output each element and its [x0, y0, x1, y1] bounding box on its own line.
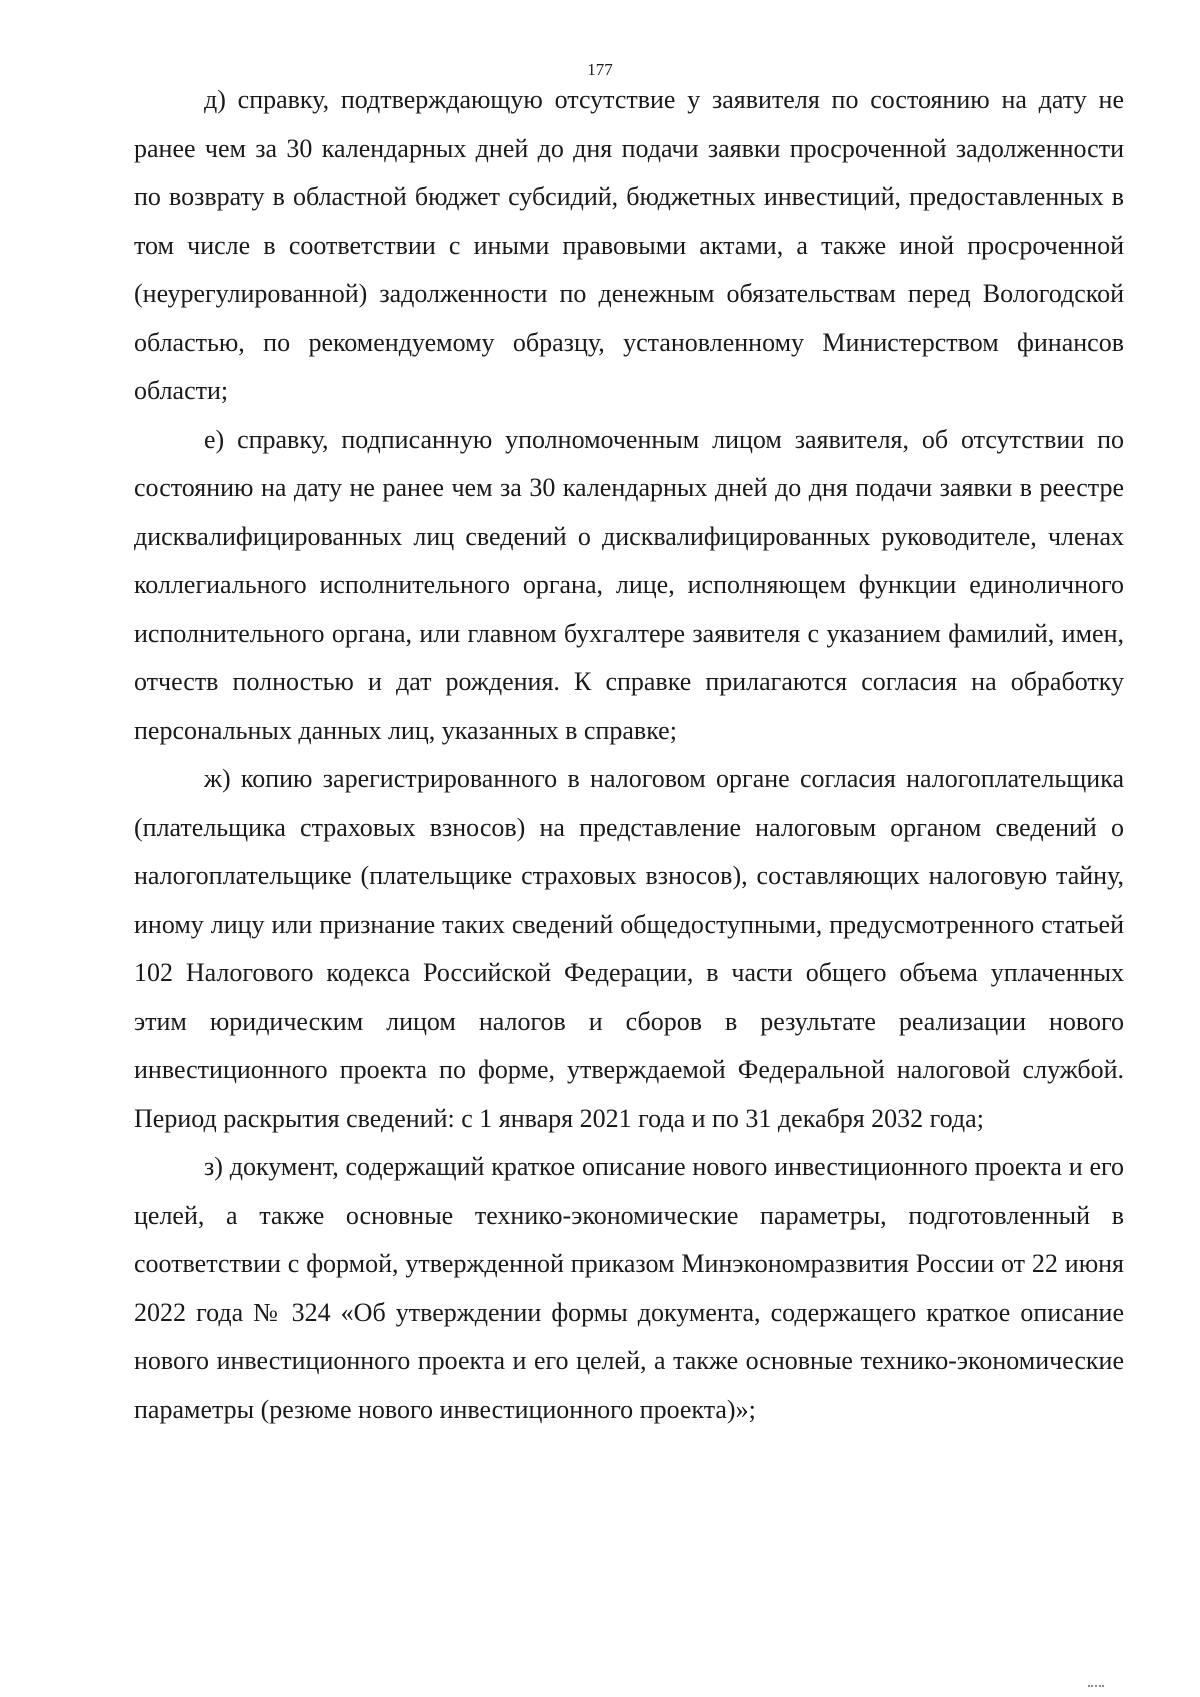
- scan-artifact-mark: [1088, 1685, 1104, 1693]
- page-number: 177: [587, 60, 613, 79]
- paragraph-zh: ж) копию зарегистрированного в налоговом органе согласия налогоплательщика (плательщика страховых взносов) на представление налоговым органом сведений о налогоплательщике (плательщике страховых взносов), составляющих налоговую тайну, иному лицу или признание таких сведений общедоступными, предусмотренного статьей 102 Налогового кодекса Российской Федерации, в части общего объема уплаченных этим юридическим лицом налогов и сборов в результате реализации нового инвестиционного проекта по форме, утверждаемой Федеральной налоговой службой. Период раскрытия сведений: с 1 января 2021 года и по 31 декабря 2032 года;: [134, 764, 1124, 1133]
- document-body: [134, 76, 1124, 1434]
- paragraph-z: з) документ, содержащий краткое описание нового инвестиционного проекта и его целей, а также основные технико-экономические параметры, подготовленный в соответствии с формой, утвержденной приказом Минэкономразвития России от 22 июня 2022 года № 324 «Об утверждении формы документа, содержащего краткое описание нового инвестиционного проекта и его целей, а также основные технико-экономические параметры (резюме нового инвестиционного проекта)»;: [134, 1152, 1124, 1424]
- paragraph-d: д) справку, подтверждающую отсутствие у заявителя по состоянию на дату не ранее чем за 30 календарных дней до дня подачи заявки просроченной задолженности по возврату в областной бюджет субсидий, бюджетных инвестиций, предоставленных в том числе в соответствии с иными правовыми актами, а также иной просроченной (неурегулированной) задолженности по денежным обязательствам перед Вологодской областью, по рекомендуемому образцу, установленному Министерством финансов области;: [134, 85, 1124, 405]
- paragraph-e: е) справку, подписанную уполномоченным лицом заявителя, об отсутствии по состоянию на дату не ранее чем за 30 календарных дней до дня подачи заявки в реестре дисквалифицированных лиц сведений о дисквалифицированных руководителе, членах коллегиального исполнительного органа, лице, исполняющем функции единоличного исполнительного органа, или главном бухгалтере заявителя с указанием фамилий, имен, отчеств полностью и дат рождения. К справке прилагаются согласия на обработку персональных данных лиц, указанных в справке;: [134, 424, 1124, 745]
